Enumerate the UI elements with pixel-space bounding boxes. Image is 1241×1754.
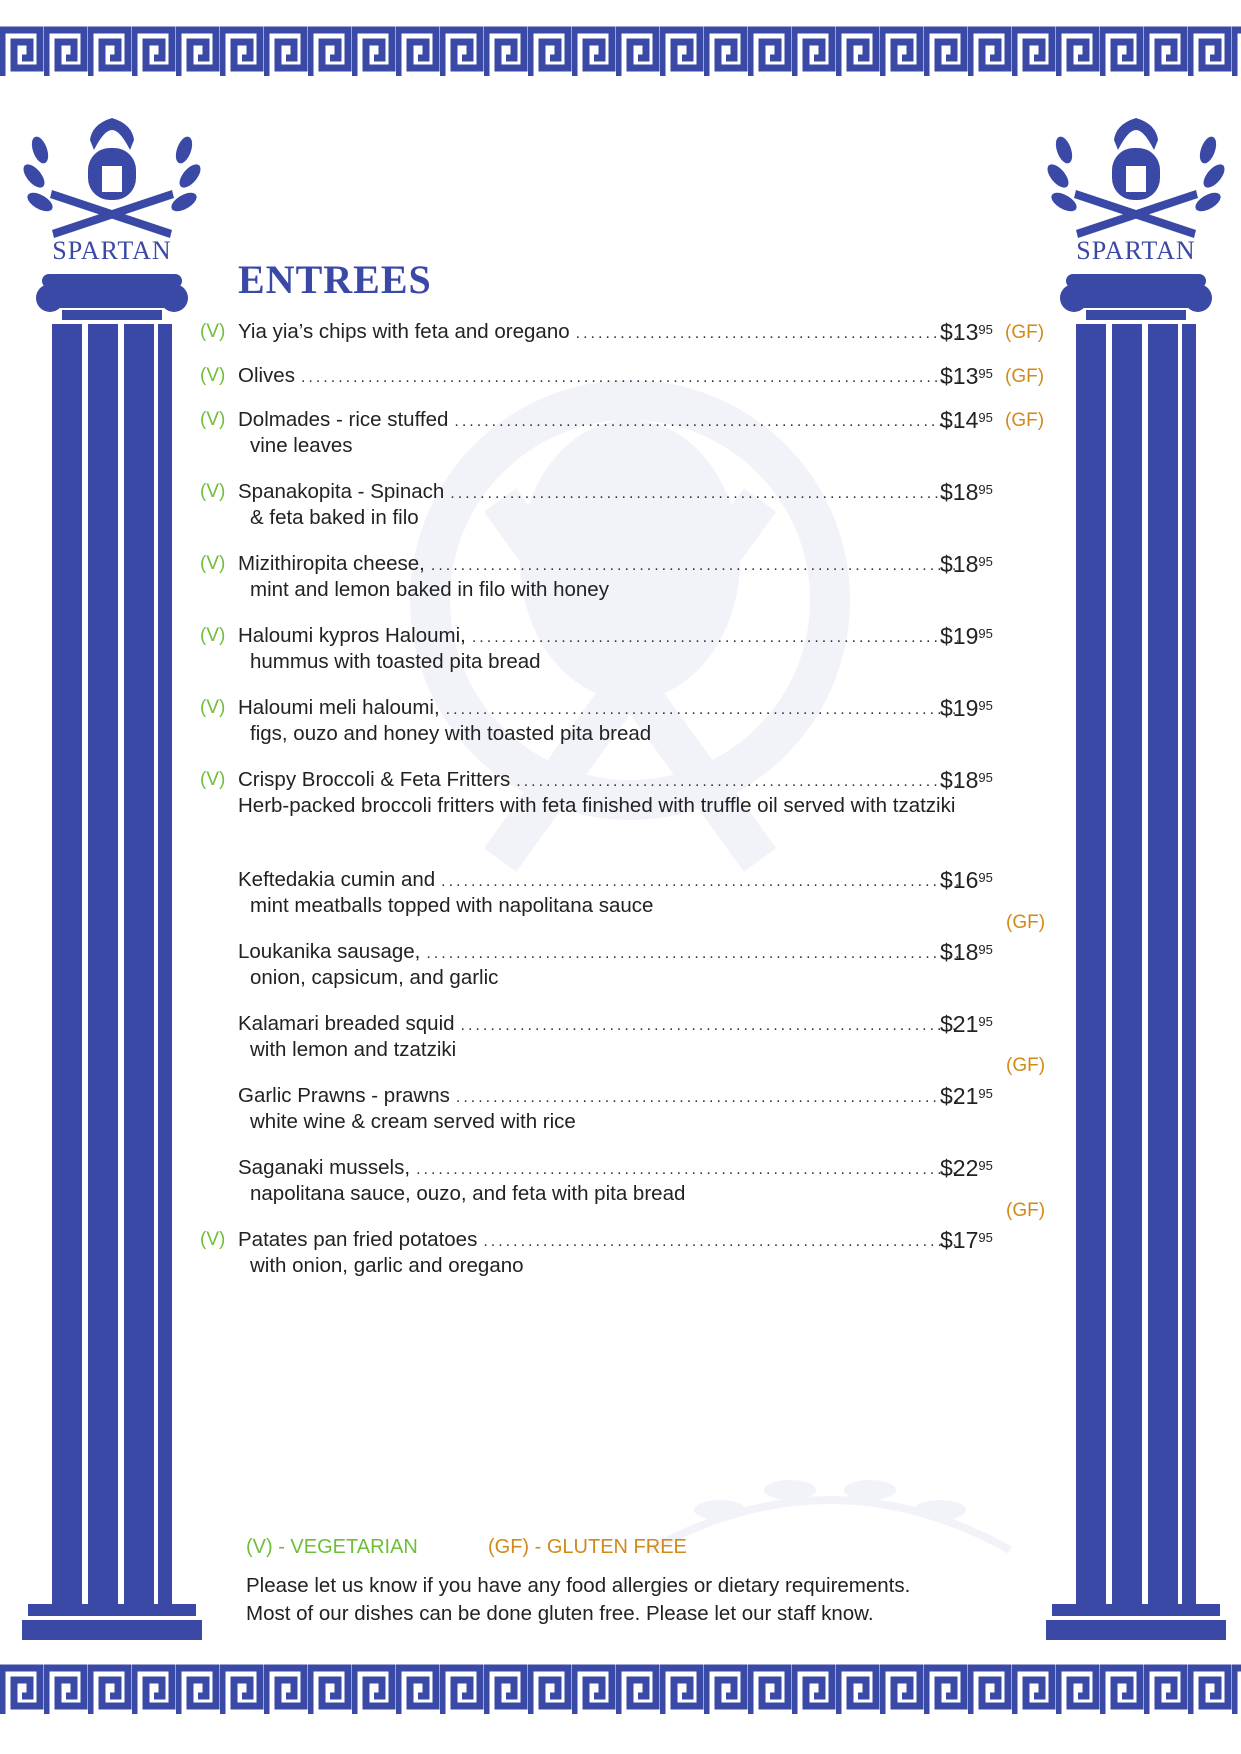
vegetarian-tag: (V) [200,697,226,718]
menu-item-description: vine leaves [250,434,353,457]
legend-vegetarian: (V) - VEGETARIAN [246,1536,418,1558]
menu-item-name: Keftedakia cumin and [238,868,436,891]
price-dollars: $18 [940,479,979,505]
menu-item-price [940,622,993,650]
gluten-free-note: Most of our dishes can be done gluten free. Please let our staff know. [246,1602,874,1625]
menu-item-price [940,1226,993,1254]
gf-tag-floating: (GF) [1006,1055,1046,1076]
gluten-free-tag: (GF) [1005,366,1045,387]
menu-item-price [940,694,993,722]
price-cents: 95 [978,1230,993,1245]
price-dollars: $18 [940,551,979,577]
spartan-column-right [1046,110,1226,1640]
menu-item-name: Crispy Broccoli & Feta Fritters [238,768,511,791]
greek-key-border-bottom [0,1662,1241,1718]
menu-item-description: Herb-packed broccoli fritters with feta finished with truffle oil served with tzatziki [238,794,956,817]
price-dollars: $19 [940,695,979,721]
menu-item-name: Saganaki mussels, [238,1156,411,1179]
price-cents: 95 [978,554,993,569]
menu-item-description: hummus with toasted pita bread [250,650,541,673]
menu-item-description: with lemon and tzatziki [250,1038,457,1061]
price-dollars: $19 [940,623,979,649]
vegetarian-tag: (V) [200,481,226,502]
vegetarian-tag: (V) [200,365,226,386]
price-dollars: $13 [940,363,979,389]
menu-item-price [940,478,993,506]
menu-item-price [940,938,993,966]
menu-item-price [940,550,993,578]
price-cents: 95 [978,942,993,957]
vegetarian-tag: (V) [200,553,226,574]
menu-item-name: Spanakopita - Spinach [238,480,445,503]
menu-item-description: onion, capsicum, and garlic [250,966,499,989]
menu-item-name: Garlic Prawns - prawns [238,1084,450,1107]
menu-item-price [940,362,993,390]
price-dollars: $14 [940,407,979,433]
legend-gluten-free: (GF) - GLUTEN FREE [488,1536,687,1558]
price-cents: 95 [978,770,993,785]
price-dollars: $16 [940,867,979,893]
price-dollars: $17 [940,1227,979,1253]
menu-item-description: figs, ouzo and honey with toasted pita bread [250,722,652,745]
greek-key-border-top [0,24,1241,80]
dot-leader [301,364,958,392]
menu-item-description: mint meatballs topped with napolitana sauce [250,894,654,917]
menu-item-price [940,766,993,794]
vegetarian-tag: (V) [200,625,226,646]
vegetarian-tag: (V) [200,321,226,342]
menu-item-price [940,406,993,434]
vegetarian-tag: (V) [200,409,226,430]
price-cents: 95 [978,366,993,381]
menu-item-price [940,1082,993,1110]
menu-item-name: Patates pan fried potatoes [238,1228,478,1251]
menu-item-description: white wine & cream served with rice [250,1110,576,1133]
price-cents: 95 [978,482,993,497]
price-cents: 95 [978,1086,993,1101]
section-title: ENTREES [238,257,432,302]
gf-tag-floating: (GF) [1006,1200,1046,1221]
price-dollars: $18 [940,939,979,965]
spartan-column-left [22,110,202,1640]
menu-item-description: & feta baked in filo [250,506,419,529]
price-cents: 95 [978,1014,993,1029]
brand-name-right: SPARTAN [1076,236,1196,265]
menu-item-price [940,1154,993,1182]
price-cents: 95 [978,870,993,885]
vegetarian-tag: (V) [200,1229,226,1250]
price-cents: 95 [978,410,993,425]
gluten-free-tag: (GF) [1005,322,1045,343]
menu-item-description: napolitana sauce, ouzo, and feta with pita bread [250,1182,686,1205]
menu-item-name: Yia yia’s chips with feta and oregano [238,320,570,343]
price-cents: 95 [978,322,993,337]
dot-leader [576,320,958,348]
allergy-note: Please let us know if you have any food allergies or dietary requirements. [246,1574,911,1597]
price-dollars: $18 [940,767,979,793]
price-dollars: $21 [940,1083,979,1109]
laurel-watermark [640,1430,1020,1580]
menu-item-name: Dolmades - rice stuffed [238,408,449,431]
price-dollars: $21 [940,1011,979,1037]
menu-item-name: Kalamari breaded squid [238,1012,455,1035]
price-dollars: $13 [940,319,979,345]
menu-item-name: Haloumi meli haloumi, [238,696,440,719]
price-dollars: $22 [940,1155,979,1181]
menu-item-description: mint and lemon baked in filo with honey [250,578,609,601]
menu-item-name: Mizithiropita cheese, [238,552,425,575]
gluten-free-tag: (GF) [1005,410,1045,431]
gf-tag-floating: (GF) [1006,912,1046,933]
menu-item-name: Haloumi kypros Haloumi, [238,624,466,647]
menu-item-name-row [238,362,958,392]
price-cents: 95 [978,698,993,713]
menu-item-name: Loukanika sausage, [238,940,421,963]
vegetarian-tag: (V) [200,769,226,790]
price-cents: 95 [978,626,993,641]
menu-item-price [940,318,993,346]
brand-name-left: SPARTAN [52,236,172,265]
menu-item-name-row [238,318,958,348]
price-cents: 95 [978,1158,993,1173]
menu-item-price [940,1010,993,1038]
menu-item-description: with onion, garlic and oregano [250,1254,524,1277]
menu-item-name: Olives [238,364,295,387]
menu-item-price [940,866,993,894]
